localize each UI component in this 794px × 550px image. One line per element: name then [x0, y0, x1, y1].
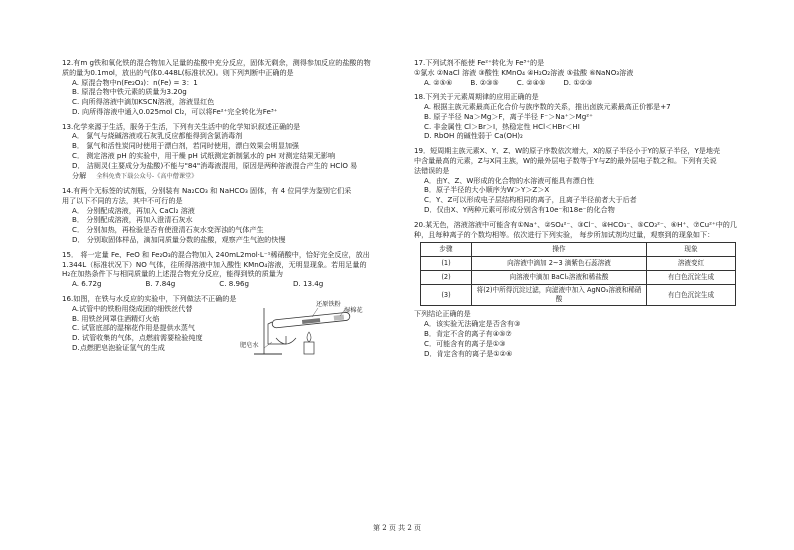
- q12-stem-line1: 12.有m g铁和氧化铁的混合物加入足量的盐酸中充分反应，固体无剩余，测得参加反应的盐酸的物: [62, 58, 371, 67]
- table-header-phenomenon: 现象: [647, 243, 736, 257]
- q16-option-d[interactable]: D.点燃肥皂泡验证氢气的生成: [72, 342, 165, 352]
- q17-items: ①氯水 ②NaCl 溶液 ③酸性 KMnO₄ ④H₂O₂溶液 ⑤盐酸 ⑥NaNO₃溶液: [414, 67, 634, 77]
- q19-option-c[interactable]: C．Y、Z可以形成电子层结构相同的离子，且离子半径前者大于后者: [424, 195, 637, 205]
- q16-option-b[interactable]: B. 用铁丝网罩住酒精灯火焰: [72, 313, 160, 323]
- q19-stem-line2: 中含量最高的元素，Z与X同主族，W的最外层电子数等于Y与Z的最外层电子数之和。下列有关说: [414, 156, 717, 166]
- watermark-text: 全科免费下载公众号-《高中僧课堂》: [96, 172, 198, 180]
- question-14: [62, 186, 390, 245]
- q20-option-d[interactable]: D．肯定含有的离子是①②⑥: [424, 348, 513, 358]
- label-wet-cotton: 湿棉花: [344, 306, 363, 314]
- q15-stem-line3: H₂在加热条件下与相同质量的上述混合物充分反应，能得到铁的质量为: [62, 269, 283, 279]
- table-cell: 有白色沉淀生成: [647, 271, 736, 285]
- question-16: [62, 294, 390, 353]
- table-cell: 有白色沉淀生成: [647, 285, 736, 306]
- q15-stem-line2: 1.344L（标准状况下）NO 气体，往所得溶液中加入酸性 KMnO₄溶液，无明显现象。若用足量的: [62, 259, 367, 269]
- q17-stem: 17.下列试剂不能使 Fe²⁺转化为 Fe³⁺的是: [414, 58, 545, 67]
- table-cell: 向溶液中滴加 BaCl₂溶液和稀盐酸: [472, 271, 647, 285]
- question-17: [414, 58, 744, 87]
- table-header-row: [421, 243, 736, 257]
- table-row: [421, 285, 736, 306]
- table-cell: (3): [421, 285, 472, 306]
- q18-option-d[interactable]: D. RbOH 的碱性弱于 Ca(OH)₂: [424, 131, 523, 141]
- question-12: [62, 58, 390, 117]
- q15-options: [72, 279, 390, 289]
- q17-option-b[interactable]: B. ②③⑤: [470, 77, 499, 87]
- q19-stem-line3: 法错误的是: [414, 165, 450, 175]
- q16-stem: 16.如图，在铁与水反应的实验中，下列做法不正确的是: [62, 293, 237, 303]
- table-header-step: 步骤: [421, 243, 472, 257]
- q17-options: [424, 78, 744, 88]
- q13-option-d[interactable]: D． 洁厕灵(主要成分为盐酸)不能与"84"消毒液混用，原因是两种溶液混合产生的 HClO 易: [72, 160, 358, 170]
- page-footer: 第 2 页 共 2 页: [372, 524, 422, 532]
- q16-option-a[interactable]: A.试管中的铁粉用绕成团的细铁丝代替: [72, 303, 193, 313]
- right-column: [414, 58, 744, 360]
- label-iron-powder: 还原铁粉: [316, 300, 341, 308]
- table-cell: 将(2)中所得沉淀过滤，向滤液中加入 AgNO₃溶液和稀硝酸: [472, 285, 647, 306]
- q19-stem-line1: 19．短周期主族元素X、Y、Z、W的原子序数依次增大，X的原子半径小于Y的原子半径，Y是地壳: [414, 146, 721, 156]
- q19-option-b[interactable]: B．原子半径的大小顺序为W＞Y＞Z＞X: [424, 185, 550, 195]
- q13-option-a[interactable]: A． 氯气与烧碱溶液或石灰乳反应都能得到含氯消毒剂: [72, 131, 243, 141]
- table-cell: 溶液变红: [647, 257, 736, 271]
- q12-option-a[interactable]: A. 原混合物中n(Fe₂O₃)：n(Fe) = 3：1: [72, 77, 198, 87]
- q13-option-d-cont: [72, 171, 390, 182]
- q12-stem-line2: 质的量为0.1mol，放出的气体0.448L(标准状况)。则下列判断中正确的是: [62, 67, 294, 77]
- q12-option-c[interactable]: C. 向所得溶液中滴加KSCN溶液，溶液显红色: [72, 97, 215, 107]
- table-cell: (2): [421, 271, 472, 285]
- q19-option-a[interactable]: A．由Y、Z、W形成的化合物的水溶液可能具有漂白性: [424, 175, 595, 185]
- q20-option-a[interactable]: A．该实验无法确定是否含有③: [424, 319, 521, 329]
- q16-option-d-check[interactable]: D. 试管收集的气体，点燃前需要检验纯度: [72, 333, 203, 343]
- q17-option-a[interactable]: A. ②⑤⑥: [424, 77, 453, 87]
- q15-stem-line1: 15． 将一定量 Fe、FeO 和 Fe₂O₃的混合物加入 240mL2mol·L⁻¹稀硝酸中，恰好完全反应，放出: [62, 249, 370, 259]
- q13-option-d-tail: 分解: [72, 170, 87, 180]
- table-header-operation: 操作: [472, 243, 647, 257]
- q13-option-c[interactable]: C． 测定溶液 pH 的实验中，用干燥 pH 试纸测定新制氯水的 pH 对测定结果无影响: [72, 151, 336, 161]
- question-19: [414, 146, 744, 214]
- q20-stem-line1: 20.某无色，溶液溶液中可能含有①Na⁺、②SO₄²⁻、③Cl⁻、④HCO₃⁻、⑤CO₃²⁻、⑥H⁺、⑦Cu²⁺中的几: [414, 219, 737, 229]
- q20-option-c[interactable]: C．可能含有的离子是①③: [424, 338, 506, 348]
- table-row: [421, 271, 736, 285]
- q13-option-b[interactable]: B． 氯气和活性炭同时使用于漂白剂，若同时使用，漂白效果会明显加强: [72, 141, 300, 151]
- q14-option-a[interactable]: A． 分别配成溶液，再加入 CaCl₂ 溶液: [72, 205, 195, 215]
- table-cell: 向溶液中滴加 2~3 滴紫色石蕊溶液: [472, 257, 647, 271]
- q17-option-d[interactable]: D. ①②③: [563, 77, 593, 87]
- q18-option-b[interactable]: B. 原子半径 Na＞Mg＞F，离子半径 F⁻＞Na⁺＞Mg²⁺: [424, 111, 593, 121]
- q20-stem-line2: 种，且每种离子的个数均相等。依次进行下列实验， 每步所加试剂均过量，观察到的现象如下：: [414, 229, 715, 239]
- q18-option-a[interactable]: A. 根据主族元素最高正化合价与族序数的关系，推出卤族元素最高正价都是+7: [424, 102, 671, 112]
- table-cell: (1): [421, 257, 472, 271]
- question-15: [62, 250, 390, 289]
- q17-option-c[interactable]: C. ②④⑤: [516, 77, 546, 87]
- left-column: [62, 58, 390, 355]
- q15-option-a[interactable]: A. 6.72g: [72, 279, 102, 289]
- q19-option-d[interactable]: D．仅由X、Y两种元素可形成分别含有10e⁻和18e⁻的化合物: [424, 204, 615, 214]
- label-soap-water: 肥皂水: [240, 341, 259, 349]
- q18-option-c[interactable]: C. 非金属性 Cl＞Br＞I，热稳定性 HCl＜HBr＜HI: [424, 121, 580, 131]
- q15-option-c[interactable]: C. 8.96g: [219, 279, 249, 289]
- q16-option-c[interactable]: C. 试管底部的湿棉花作用是提供水蒸气: [72, 323, 195, 333]
- q14-option-c[interactable]: C． 分别加热，再检验是否有使澄清石灰水变浑浊的气体产生: [72, 225, 264, 235]
- table-row: [421, 257, 736, 271]
- q18-stem: 18.下列关于元素周期律的应用正确的是: [414, 92, 539, 102]
- q12-option-d[interactable]: D. 向所得溶液中通入0.025mol Cl₂，可以将Fe²⁺完全转化为Fe³⁺: [72, 106, 278, 116]
- q14-option-d[interactable]: D． 分别取固体样品，滴加同质量分数的盐酸，观察产生气泡的快慢: [72, 235, 286, 245]
- q20-option-b[interactable]: B．肯定不含的离子有④⑤⑦: [424, 329, 512, 339]
- q15-option-b[interactable]: B. 7.84g: [145, 279, 176, 289]
- q14-stem-line1: 14.有两个无标签的试剂瓶，分别装有 Na₂CO₃ 和 NaHCO₃ 固体，有 4 位同学为鉴别它们采: [62, 186, 352, 196]
- question-13: [62, 122, 390, 181]
- q14-stem-line2: 用了以下不同的方法，其中不可行的是: [62, 195, 183, 205]
- q12-option-b[interactable]: B. 原混合物中铁元素的质量为3.20g: [72, 87, 187, 97]
- q13-stem: 13.化学来源于生活，服务于生活，下列有关生活中的化学知识叙述正确的是: [62, 121, 301, 131]
- q14-option-b[interactable]: B． 分别配成溶液，再加入澄清石灰水: [72, 215, 193, 225]
- q20-experiment-table: [420, 242, 736, 306]
- q20-lead: 下列结论正确的是: [414, 309, 471, 319]
- q15-option-d[interactable]: D. 13.4g: [293, 279, 324, 289]
- question-20: [414, 220, 744, 359]
- question-18: [414, 92, 744, 141]
